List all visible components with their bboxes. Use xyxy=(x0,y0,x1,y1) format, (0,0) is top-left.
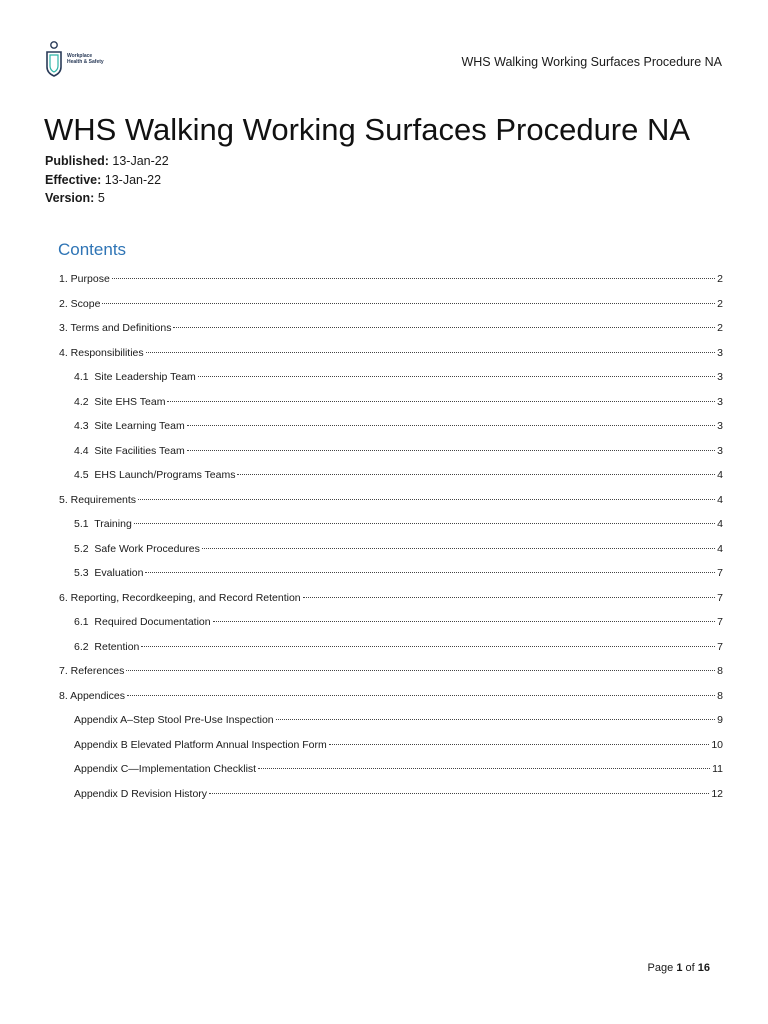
toc-page-number: 3 xyxy=(717,371,723,383)
toc-entry-appendices[interactable] xyxy=(59,687,723,712)
toc-page-number: 3 xyxy=(717,395,723,408)
toc-label: 5. Requirements xyxy=(59,493,137,506)
footer-page-word: Page xyxy=(647,962,674,974)
toc-leader-dots xyxy=(276,719,716,720)
toc-leader-dots xyxy=(209,793,709,794)
toc-leader-dots xyxy=(187,425,715,426)
toc-label: 4.5 EHS Launch/Programs Teams xyxy=(74,469,236,481)
table-of-contents xyxy=(59,270,723,809)
toc-label: Appendix C—Implementation Checklist xyxy=(74,763,257,775)
toc-entry-appendix-a[interactable] xyxy=(59,711,723,736)
logo-line-1: Workplace xyxy=(67,53,93,59)
toc-entry-requirements[interactable] xyxy=(59,491,723,516)
logo-line-2: Health & Safety xyxy=(67,59,104,65)
toc-label: 8. Appendices xyxy=(59,689,125,702)
toc-page-number: 7 xyxy=(717,567,723,579)
toc-leader-dots xyxy=(127,695,715,696)
toc-entry-terms-and-definitions[interactable] xyxy=(59,319,723,344)
toc-leader-dots xyxy=(112,278,715,279)
toc-page-number: 8 xyxy=(717,689,723,702)
published-row xyxy=(45,152,169,171)
toc-label: Appendix D Revision History xyxy=(74,787,208,800)
toc-page-number: 2 xyxy=(717,273,723,285)
version-value: 5 xyxy=(97,191,105,205)
toc-leader-dots xyxy=(213,621,716,622)
page-footer xyxy=(648,962,710,974)
published-label: Published: xyxy=(45,154,109,168)
toc-page-number: 9 xyxy=(717,714,723,726)
toc-entry-responsibilities[interactable] xyxy=(59,344,723,369)
toc-leader-dots xyxy=(237,474,715,475)
toc-page-number: 7 xyxy=(717,616,723,628)
toc-leader-dots xyxy=(141,646,715,647)
toc-entry-evaluation[interactable] xyxy=(59,564,723,589)
toc-page-number: 2 xyxy=(717,297,723,310)
toc-entry-required-documentation[interactable] xyxy=(59,613,723,638)
toc-label: 4.2 Site EHS Team xyxy=(74,395,166,408)
toc-page-number: 3 xyxy=(717,346,723,359)
toc-entry-site-ehs-team[interactable] xyxy=(59,393,723,418)
footer-total-pages: 16 xyxy=(697,962,710,974)
toc-leader-dots xyxy=(198,376,715,377)
version-row xyxy=(45,189,169,208)
toc-leader-dots xyxy=(173,327,715,328)
toc-entry-appendix-b[interactable] xyxy=(59,736,723,761)
running-header-title: WHS Walking Working Surfaces Procedure NA xyxy=(461,55,722,69)
toc-label: 5.2 Safe Work Procedures xyxy=(74,542,200,555)
toc-page-number: 12 xyxy=(711,787,723,800)
toc-page-number: 4 xyxy=(717,469,723,481)
toc-leader-dots xyxy=(258,768,710,769)
toc-leader-dots xyxy=(167,401,715,402)
toc-leader-dots xyxy=(138,499,715,500)
toc-entry-site-facilities-team[interactable] xyxy=(59,442,723,467)
shield-logo-icon xyxy=(44,40,64,78)
toc-label: 4. Responsibilities xyxy=(59,346,144,359)
toc-page-number: 4 xyxy=(717,542,723,555)
toc-leader-dots xyxy=(102,303,715,304)
toc-leader-dots xyxy=(187,450,715,451)
contents-heading: Contents xyxy=(58,240,127,259)
toc-entry-appendix-c[interactable] xyxy=(59,760,723,785)
footer-current-page: 1 xyxy=(676,962,683,974)
toc-leader-dots xyxy=(126,670,715,671)
effective-value: 13-Jan-22 xyxy=(104,172,162,187)
toc-label: 4.3 Site Learning Team xyxy=(74,420,185,432)
footer-of-word: of xyxy=(685,962,695,974)
toc-entry-appendix-d[interactable] xyxy=(59,785,723,810)
published-value: 13-Jan-22 xyxy=(112,154,169,168)
toc-page-number: 7 xyxy=(717,640,723,653)
toc-page-number: 8 xyxy=(717,665,723,677)
document-metadata xyxy=(45,152,169,208)
toc-entry-retention[interactable] xyxy=(59,638,723,663)
toc-leader-dots xyxy=(329,744,710,745)
toc-entry-training[interactable] xyxy=(59,515,723,540)
toc-entry-site-leadership-team[interactable] xyxy=(59,368,723,393)
toc-label: 2. Scope xyxy=(59,297,101,310)
toc-page-number: 10 xyxy=(711,738,723,751)
toc-label: 5.3 Evaluation xyxy=(74,567,144,579)
toc-entry-reporting-recordkeeping[interactable] xyxy=(59,589,723,614)
toc-leader-dots xyxy=(202,548,715,549)
toc-label: Appendix A–Step Stool Pre-Use Inspection xyxy=(74,714,274,726)
toc-label: 6.2 Retention xyxy=(74,640,140,653)
effective-row xyxy=(45,171,169,190)
toc-leader-dots xyxy=(145,572,715,573)
toc-label: 4.4 Site Facilities Team xyxy=(74,444,185,457)
toc-entry-safe-work-procedures[interactable] xyxy=(59,540,723,565)
toc-label: 3. Terms and Definitions xyxy=(59,322,172,334)
logo-wordmark xyxy=(67,53,104,65)
toc-page-number: 2 xyxy=(717,322,723,334)
toc-label: 5.1 Training xyxy=(74,518,132,530)
toc-label: 1. Purpose xyxy=(59,273,110,285)
toc-page-number: 4 xyxy=(717,518,723,530)
toc-entry-scope[interactable] xyxy=(59,295,723,320)
toc-page-number: 4 xyxy=(717,493,723,506)
toc-page-number: 3 xyxy=(717,420,723,432)
toc-entry-site-learning-team[interactable] xyxy=(59,417,723,442)
toc-label: 4.1 Site Leadership Team xyxy=(74,371,196,383)
toc-label: Appendix B Elevated Platform Annual Inspection Form xyxy=(74,738,327,751)
toc-label: 6. Reporting, Recordkeeping, and Record Retention xyxy=(59,591,301,604)
toc-page-number: 11 xyxy=(712,763,723,775)
toc-entry-ehs-launch-programs-teams[interactable] xyxy=(59,466,723,491)
toc-leader-dots xyxy=(146,352,716,353)
toc-leader-dots xyxy=(134,523,715,524)
toc-page-number: 3 xyxy=(717,444,723,457)
document-title: WHS Walking Working Surfaces Procedure NA xyxy=(44,112,691,147)
version-label: Version: xyxy=(45,191,95,205)
toc-leader-dots xyxy=(303,597,716,598)
toc-label: 6.1 Required Documentation xyxy=(74,616,211,628)
toc-page-number: 7 xyxy=(717,591,723,604)
toc-entry-references[interactable] xyxy=(59,662,723,687)
effective-label: Effective: xyxy=(45,172,102,187)
company-logo xyxy=(44,40,104,78)
toc-label: 7. References xyxy=(59,665,125,677)
toc-entry-purpose[interactable] xyxy=(59,270,723,295)
